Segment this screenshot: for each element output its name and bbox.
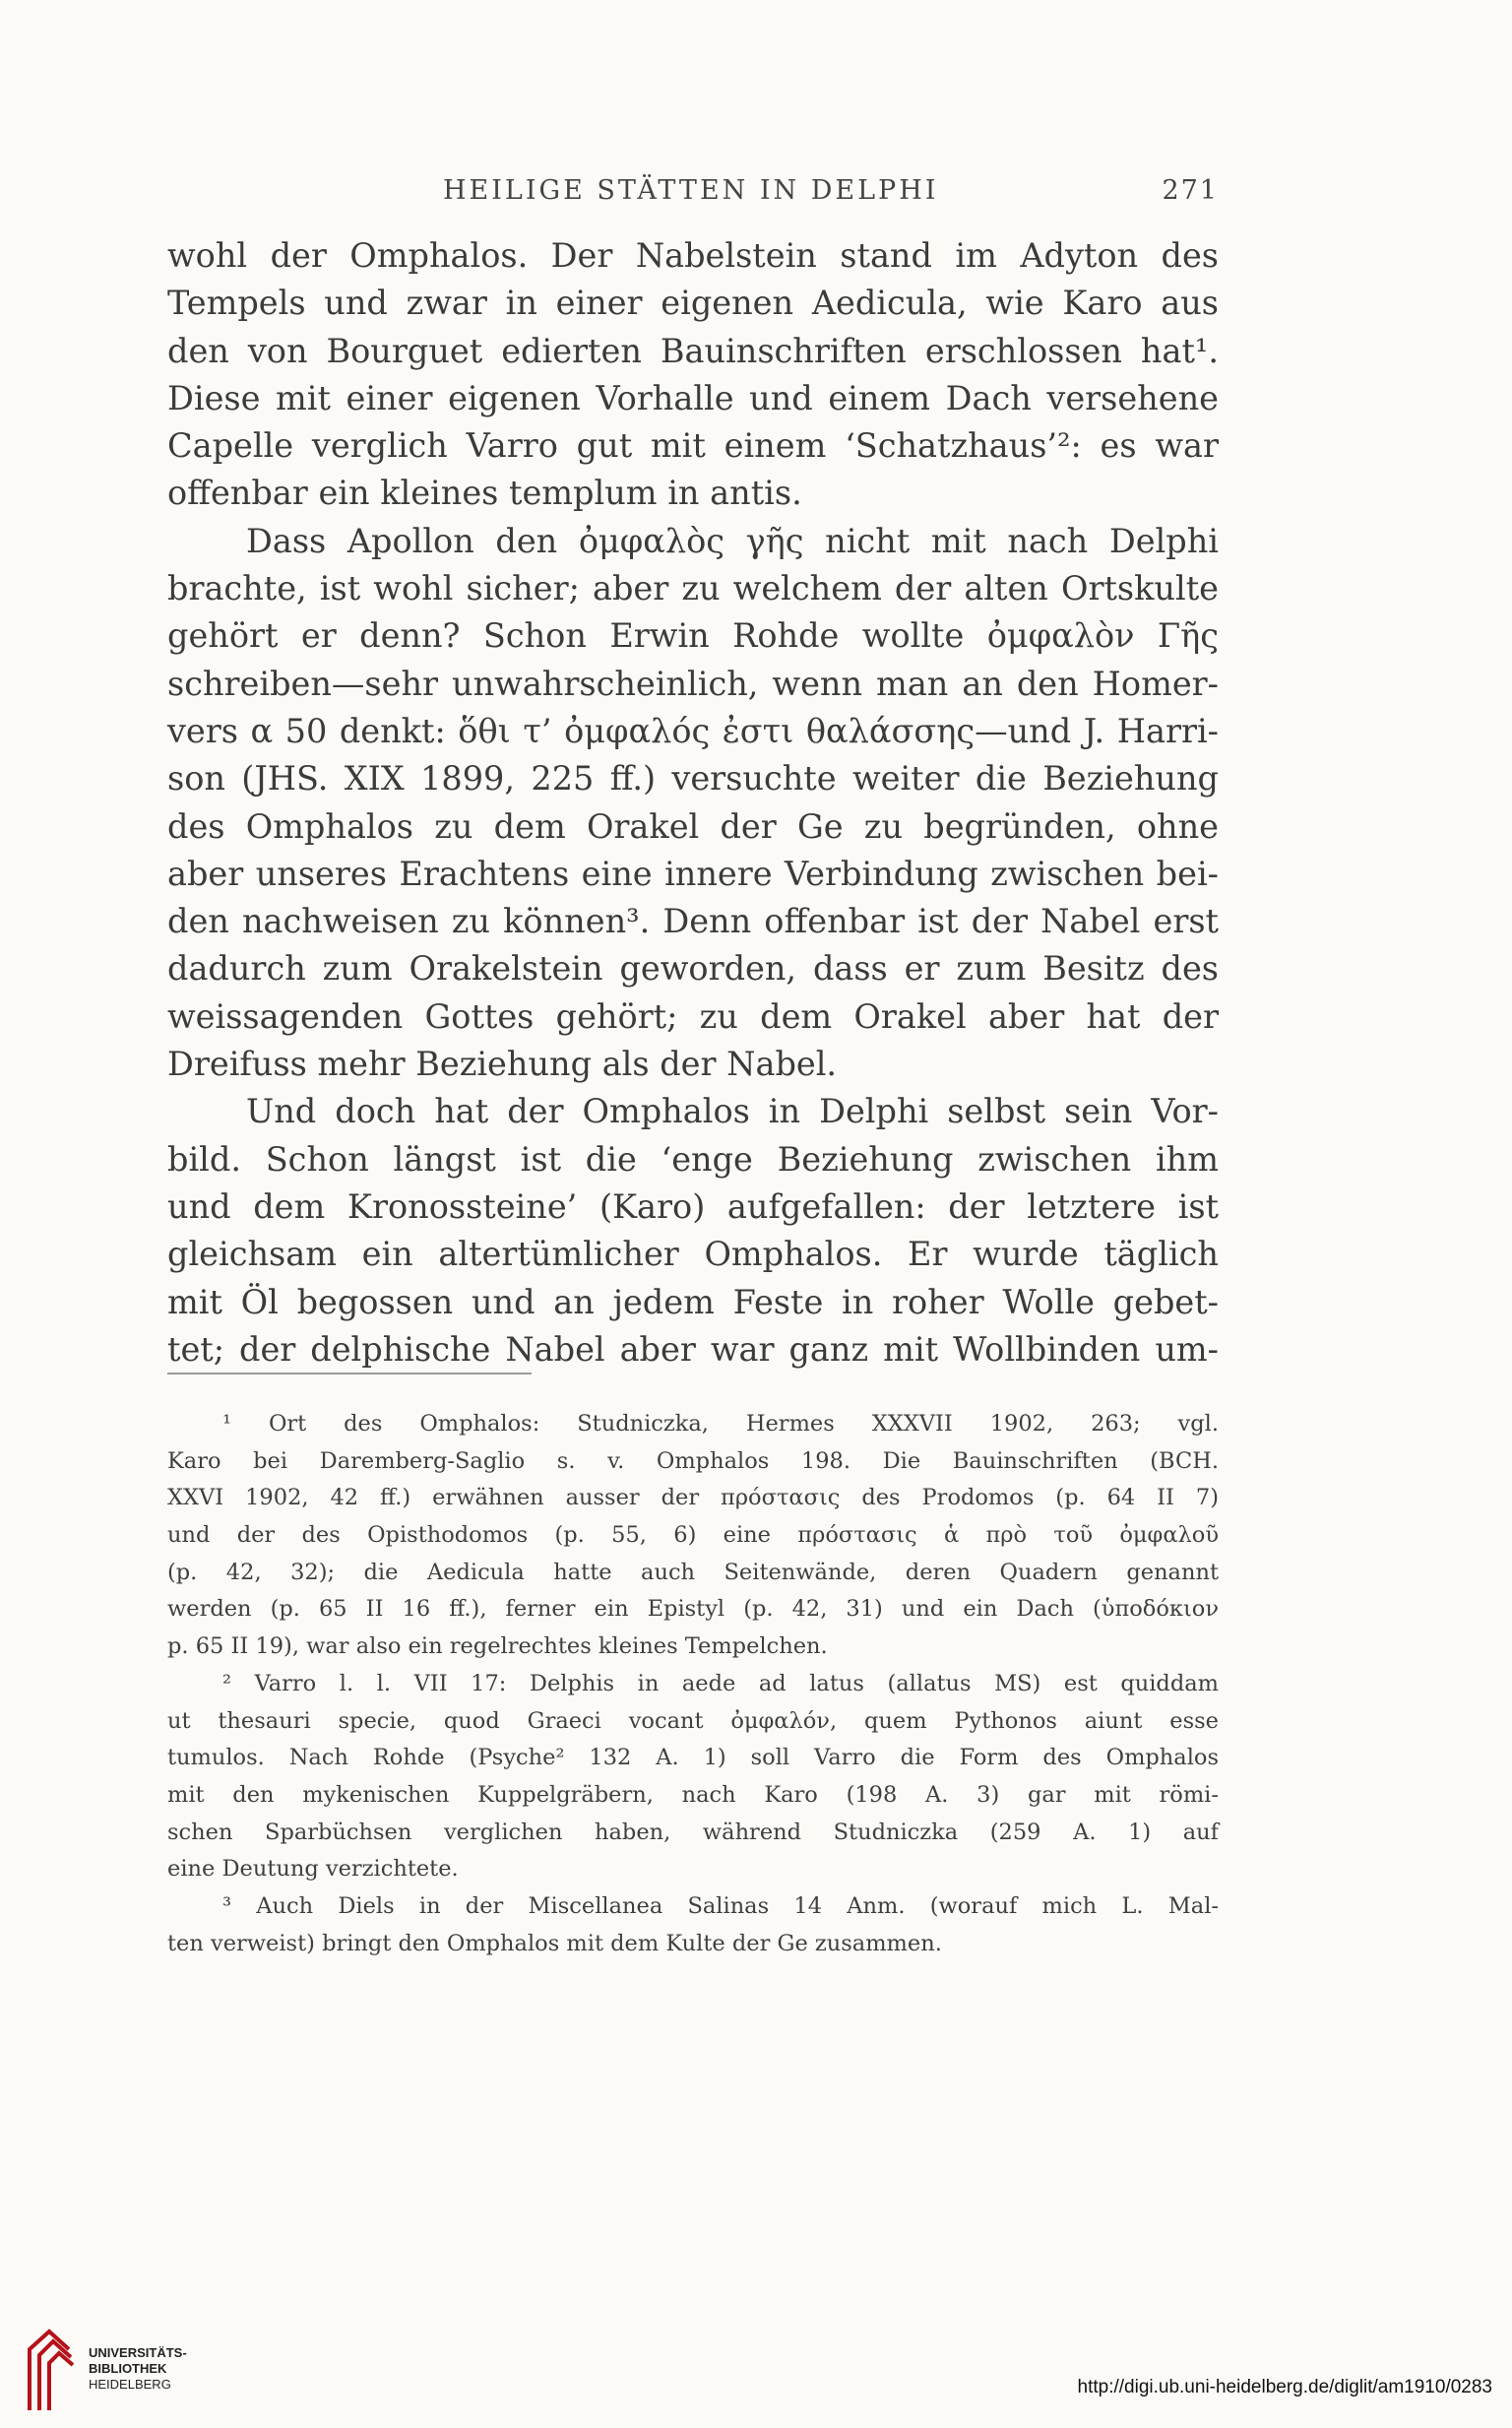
logo-line: UNIVERSITÄTS- [89, 2345, 187, 2360]
text-line: Diese mit einer eigenen Vorhalle und einem Dach versehene [167, 378, 1219, 417]
text-line: Tempels und zwar in einer eigenen Aedicula, wie Karo aus [167, 284, 1219, 323]
text-line: des Omphalos zu dem Orakel der Ge zu begründen, ohne [167, 806, 1219, 846]
footnote-line: Karo bei Daremberg-Saglio s. v. Omphalos 198. Die Bauinschriften (BCH. [167, 1447, 1219, 1474]
text-line: brachte, ist wohl sicher; aber zu welchem der alten Ortskulte [167, 569, 1219, 608]
text-line: Dass Apollon den ὀμφαλὸς γῆς nicht mit nach Delphi [246, 521, 1219, 560]
text-line: aber unseres Erachtens eine innere Verbindung zwischen bei- [167, 854, 1219, 893]
footnote-line: ten verweist) bringt den Omphalos mit dem Kulte der Ge zusammen. [167, 1930, 942, 1956]
footnote-line: tumulos. Nach Rohde (Psyche² 132 A. 1) soll Varro die Form des Omphalos [167, 1745, 1219, 1771]
main-text [167, 232, 1219, 1374]
library-logo-icon [20, 2324, 83, 2412]
footnote-separator [167, 1373, 532, 1374]
footnote-line: mit den mykenischen Kuppelgräbern, nach Karo (198 A. 3) gar mit römi- [167, 1781, 1219, 1808]
text-line: Und doch hat der Omphalos in Delphi selbst sein Vor- [246, 1092, 1219, 1131]
footnote-line: ut thesauri specie, quod Graeci vocant ὀμφαλόν, quem Pythonos aiunt esse [167, 1707, 1219, 1734]
text-line: dadurch zum Orakelstein geworden, dass er zum Besitz des [167, 949, 1219, 989]
text-line: son (JHS. XIX 1899, 225 ff.) versuchte weiter die Beziehung [167, 759, 1219, 799]
page-number: 271 [1162, 175, 1219, 206]
text-line: gehört er denn? Schon Erwin Rohde wollte ὀμφαλὸν Γῆς [167, 616, 1219, 656]
source-url-link[interactable]: http://digi.ub.uni-heidelberg.de/diglit/am1910/0283 [1077, 2377, 1492, 2397]
text-line: weissagenden Gottes gehört; zu dem Orakel aber hat der [167, 996, 1219, 1036]
text-line: den von Bourguet edierten Bauinschriften erschlossen hat¹. [167, 331, 1219, 370]
footnote-line: eine Deutung verzichtete. [167, 1856, 459, 1883]
text-line: schreiben—sehr unwahrscheinlich, wenn man an den Homer- [167, 664, 1219, 703]
text-line: und dem Kronossteine’ (Karo) aufgefallen: der letztere ist [167, 1186, 1219, 1226]
footnote-line: XXVI 1902, 42 ff.) erwähnen ausser der πρόστασις des Prodomos (p. 64 II 7) [167, 1485, 1219, 1511]
footnotes [167, 1406, 1219, 1962]
running-head [167, 175, 1219, 215]
logo-line: BIBLIOTHEK [89, 2361, 167, 2376]
footnote-line: p. 65 II 19), war also ein regelrechtes kleines Tempelchen. [167, 1633, 828, 1660]
text-line: tet; der delphische Nabel aber war ganz mit Wollbinden um- [167, 1329, 1219, 1369]
logo-line: HEIDELBERG [89, 2377, 171, 2392]
library-logo-text [89, 2345, 187, 2393]
text-line: mit Öl begossen und an jedem Feste in roher Wolle gebet- [167, 1282, 1219, 1321]
text-line: den nachweisen zu können³. Denn offenbar ist der Nabel erst [167, 902, 1219, 941]
text-line: vers α 50 denkt: ὅθι τ’ ὀμφαλός ἐστι θαλάσσης—und J. Harri- [167, 711, 1219, 750]
footnote-line: (p. 42, 32); die Aedicula hatte auch Seitenwände, deren Quadern genannt [167, 1559, 1219, 1585]
footnote-line: ³ Auch Diels in der Miscellanea Salinas 14 Anm. (worauf mich L. Mal- [222, 1892, 1219, 1919]
text-line: Capelle verglich Varro gut mit einem ‘Schatzhaus’²: es war [167, 426, 1219, 466]
text-line: bild. Schon längst ist die ‘enge Beziehung zwischen ihm [167, 1139, 1219, 1179]
running-head-title: HEILIGE STÄTTEN IN DELPHI [443, 175, 939, 206]
footnote-line: und der des Opisthodomos (p. 55, 6) eine πρόστασις ἁ πρὸ τοῦ ὀμφαλοῦ [167, 1522, 1219, 1549]
footnote-line: werden (p. 65 II 16 ff.), ferner ein Epistyl (p. 42, 31) und ein Dach (ὑποδόκιον [167, 1596, 1219, 1623]
footnote-line: ² Varro l. l. VII 17: Delphis in aede ad latus (allatus MS) est quiddam [222, 1670, 1219, 1696]
text-line: offenbar ein kleines templum in antis. [167, 474, 802, 513]
text-line: Dreifuss mehr Beziehung als der Nabel. [167, 1045, 838, 1084]
text-line: gleichsam ein altertümlicher Omphalos. Er wurde täglich [167, 1235, 1219, 1274]
library-logo[interactable] [20, 2324, 256, 2412]
text-line: wohl der Omphalos. Der Nabelstein stand im Adyton des [167, 236, 1219, 275]
footnote-line: ¹ Ort des Omphalos: Studniczka, Hermes XXXVII 1902, 263; vgl. [222, 1411, 1219, 1437]
footnote-line: schen Sparbüchsen verglichen haben, während Studniczka (259 A. 1) auf [167, 1819, 1219, 1845]
